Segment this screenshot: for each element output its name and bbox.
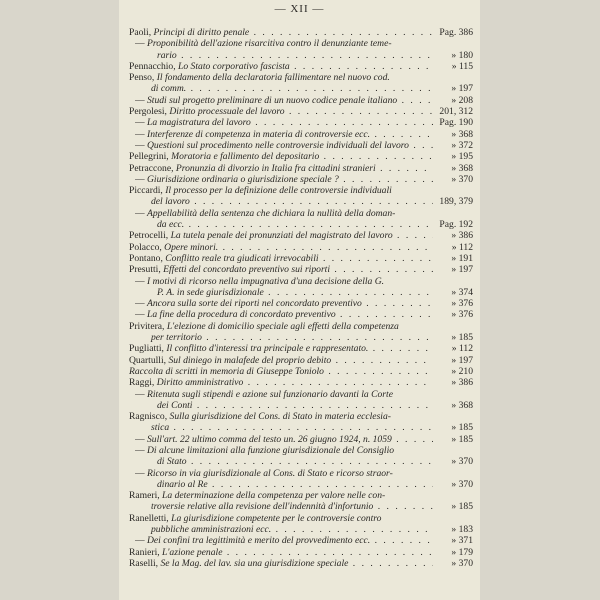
sub-entry-dash: — (135, 207, 147, 219)
index-entry (129, 174, 473, 185)
index-entry (129, 547, 473, 558)
entry-line (135, 95, 433, 106)
entry-author: Penso, (129, 72, 157, 84)
sub-entry-dash: — (135, 467, 147, 479)
entry-title: La fine della procedura di concordato preventivo (147, 309, 336, 321)
sub-entry-dash: — (135, 94, 147, 106)
index-entry (129, 309, 473, 320)
entry-page-number: Pag. 190 (439, 117, 473, 129)
entry-title: Proponibilità dell'azione risarcitiva contro il denunziante teme- (147, 38, 392, 50)
entry-author: Raggi, (129, 377, 157, 389)
entry-title: Studi sul progetto preliminare di un nuovo codice penale italiano (147, 94, 398, 106)
entry-author: Piccardi, (129, 185, 166, 197)
entry-page-number: 201, 312 (439, 106, 473, 118)
entry-line (129, 163, 433, 174)
entry-line (129, 422, 433, 433)
entry-title: Il conflitto d'interessi tra principale e rappresentato. (166, 343, 369, 355)
entry-page-number: 189, 379 (439, 196, 473, 208)
sub-entry-dash: — (135, 128, 147, 140)
entry-author: Raselli, (129, 557, 161, 569)
index-entry (129, 355, 473, 366)
index-entry (129, 38, 473, 61)
entry-line (129, 27, 433, 38)
entry-title: di comm. (151, 83, 187, 95)
entry-line (135, 479, 433, 490)
entry-page-number: » 386 (451, 377, 473, 389)
index-page (119, 0, 480, 600)
entry-page-number: » 371 (451, 535, 473, 547)
entry-title: La giurisdizione competente per le controversie contro (171, 512, 382, 524)
entry-line (129, 513, 433, 524)
index-entry (129, 95, 473, 106)
index-entry (129, 242, 473, 253)
entry-author: Pontano, (129, 252, 166, 264)
sub-entry-dash: — (135, 388, 147, 400)
entry-line (135, 117, 433, 128)
entry-title: Lo Stato corporativo fascista (178, 60, 290, 72)
entry-title: Ritenuta sugli stipendi e azione sul funzionario davanti la Corte (147, 388, 393, 400)
index-entries (129, 27, 473, 569)
entry-line (129, 377, 433, 388)
entry-title: Sul diniego in malafede del proprio debito (168, 354, 332, 366)
index-entry (129, 276, 473, 299)
index-entry (129, 434, 473, 445)
entry-page-number: » 197 (451, 83, 473, 95)
entry-title: Effetti del concordato preventivo sui riporti (163, 264, 331, 276)
entry-title: per territorio (151, 332, 202, 344)
index-entry (129, 389, 473, 412)
entry-title: Ricorso in via giurisdizionale al Cons. di Stato e ricorso straor- (147, 467, 393, 479)
entry-title: Principi di diritto penale (153, 27, 250, 38)
entry-title: Ancora sulla sorte dei riporti nel concordato preventivo (147, 298, 362, 310)
index-entry (129, 298, 473, 309)
entry-page-number: » 374 (451, 286, 473, 298)
entry-title: Appellabilità della sentenza che dichiara la nullità della doman- (147, 207, 396, 219)
entry-page-number: » 370 (451, 557, 473, 569)
entry-title: Interferenze di competenza in materia di controversie ecc. (147, 128, 371, 140)
entry-page-number: » 368 (451, 399, 473, 411)
entry-page-number: Pag. 386 (439, 27, 473, 38)
entry-title: Dei confini tra legittimità e merito del provvedimento ecc. (147, 535, 371, 547)
entry-line (129, 547, 433, 558)
index-entry (129, 72, 473, 95)
index-entry (129, 558, 473, 569)
sub-entry-dash: — (135, 433, 147, 445)
entry-line (129, 151, 433, 162)
entry-line (135, 219, 433, 230)
entry-page-number: » 197 (451, 264, 473, 276)
entry-title: Pronunzia di divorzio in Italia fra cittadini stranieri (175, 162, 376, 174)
entry-page-number: » 112 (451, 343, 473, 355)
entry-page-number: » 197 (451, 354, 473, 366)
index-entry (129, 61, 473, 72)
entry-page-number: » 191 (451, 252, 473, 264)
entry-line (135, 208, 433, 219)
entry-author: Rameri, (129, 490, 163, 502)
entry-page-number: » 210 (451, 365, 473, 377)
entry-line (129, 355, 433, 366)
index-entry (129, 343, 473, 354)
entry-line (129, 501, 433, 512)
index-entry (129, 535, 473, 546)
entry-title: Sull'art. 22 ultimo comma del testo un. 26 giugno 1924, n. 1059 (147, 433, 392, 445)
entry-page-number: » 386 (451, 230, 473, 242)
entry-page-number: » 208 (451, 94, 473, 106)
entry-line (135, 456, 433, 467)
entry-line (129, 366, 433, 377)
sub-entry-dash: — (135, 275, 147, 287)
entry-line (135, 535, 433, 546)
entry-line (135, 468, 433, 479)
entry-page-number: » 376 (451, 309, 473, 321)
entry-title: L'elezione di domicilio speciale agli effetti della competenza (166, 320, 399, 332)
entry-title: stica (151, 422, 170, 434)
entry-author: Paoli, (129, 27, 154, 38)
entry-line (129, 106, 433, 117)
entry-author: Petrocelli, (129, 230, 171, 242)
entry-line (129, 72, 433, 83)
entry-title: Moratoria e fallimento del depositario (171, 151, 320, 163)
index-entry (129, 185, 473, 208)
entry-page-number: » 180 (451, 49, 473, 61)
entry-page-number: » 376 (451, 298, 473, 310)
entry-line (129, 343, 433, 354)
index-entry (129, 468, 473, 491)
page-header: — XII — (274, 3, 325, 15)
sub-entry-dash: — (135, 444, 147, 456)
index-entry (129, 513, 473, 536)
entry-title: Diritto processuale del lavoro (169, 106, 285, 118)
entry-line (129, 83, 433, 94)
entry-author: Pugliatti, (129, 343, 167, 355)
sub-entry-dash: — (135, 38, 147, 50)
entry-page-number: » 368 (451, 162, 473, 174)
entry-title: dei Conti (157, 399, 193, 411)
index-entry (129, 117, 473, 128)
entry-author: Privitera, (129, 320, 167, 332)
entry-title: Il processo per la definizione delle controversie individuali (165, 185, 392, 197)
entry-line (135, 309, 433, 320)
entry-line (135, 298, 433, 309)
entry-title: Conflitto reale tra giudicati irrevocabili (165, 252, 319, 264)
entry-page-number: Pag. 192 (439, 219, 473, 231)
entry-title: Sulla giurisdizione del Cons. di Stato in materia ecclesia- (169, 411, 391, 423)
entry-page-number: » 370 (451, 478, 473, 490)
entry-title: L'azione penale (162, 546, 223, 558)
entry-author: Pergolesi, (129, 106, 170, 118)
entry-line (135, 174, 433, 185)
entry-title: Diritto amministrativo (156, 377, 244, 389)
index-entry (129, 377, 473, 388)
entry-page-number: » 195 (451, 151, 473, 163)
entry-line (135, 389, 433, 400)
index-entry (129, 445, 473, 468)
entry-title: Se la Mag. del lav. sia una giurisdizione speciale (160, 557, 349, 569)
entry-line (135, 287, 433, 298)
entry-line (129, 253, 433, 264)
sub-entry-dash: — (135, 309, 147, 321)
index-entry (129, 106, 473, 117)
entry-line (129, 242, 433, 253)
entry-title: del lavoro (151, 196, 190, 208)
index-entry (129, 27, 473, 38)
entry-page-number: » 185 (451, 433, 473, 445)
index-entry (129, 490, 473, 513)
entry-title: Questioni sul procedimento nelle controversie individuali del lavoro (147, 139, 409, 151)
entry-line (129, 185, 433, 196)
entry-line (129, 332, 433, 343)
entry-line (135, 276, 433, 287)
index-entry (129, 411, 473, 434)
index-entry (129, 264, 473, 275)
entry-author: Pellegrini, (129, 151, 172, 163)
entry-line (135, 129, 433, 140)
entry-line (135, 400, 433, 411)
entry-page-number: » 183 (451, 524, 473, 536)
entry-page-number: » 115 (451, 60, 473, 72)
entry-author: Quartulli, (129, 354, 169, 366)
index-entry (129, 140, 473, 151)
entry-title: troversie relative alla revisione dell'indennità d'infortunio (151, 501, 374, 513)
entry-line (129, 321, 433, 332)
entry-author: Ragnisco, (129, 411, 170, 423)
entry-title: La tutela penale dei pronunziati del magistrato del lavoro (170, 230, 393, 242)
entry-line (129, 196, 433, 207)
index-entry (129, 129, 473, 140)
entry-title: da ecc. (157, 219, 185, 231)
index-entry (129, 253, 473, 264)
index-entry (129, 163, 473, 174)
entry-line (129, 411, 433, 422)
entry-title: La magistratura del lavoro (147, 117, 251, 129)
entry-line (129, 558, 433, 569)
entry-line (129, 230, 433, 241)
entry-page-number: » 185 (451, 501, 473, 513)
entry-title: P. A. in sede giurisdizionale (157, 286, 264, 298)
entry-title: rario (157, 49, 177, 61)
entry-title: I motivi di ricorso nella impugnativa d'una decisione della G. (147, 275, 385, 287)
entry-page-number: » 112 (451, 241, 473, 253)
entry-author: Ranieri, (129, 546, 163, 558)
entry-author: Ranelletti, (129, 512, 172, 524)
entry-title: La determinazione della competenza per valore nelle con- (162, 490, 386, 502)
index-entry (129, 230, 473, 241)
sub-entry-dash: — (135, 535, 147, 547)
entry-author: Petraccone, (129, 162, 176, 174)
entry-title: Giurisdizione ordinaria o giurisdizione speciale ? (147, 173, 339, 185)
index-entry (129, 151, 473, 162)
index-entry (129, 208, 473, 231)
entry-page-number: » 370 (451, 173, 473, 185)
entry-page-number: » 368 (451, 128, 473, 140)
entry-author: Pennacchio, (129, 60, 179, 72)
entry-title: dinario al Re (157, 478, 208, 490)
entry-line (135, 38, 433, 49)
sub-entry-dash: — (135, 173, 147, 185)
entry-author: Polacco, (129, 241, 165, 253)
entry-line (135, 50, 433, 61)
entry-line (129, 264, 433, 275)
entry-page-number: » 370 (451, 456, 473, 468)
index-entry (129, 321, 473, 344)
entry-page-number: » 185 (451, 332, 473, 344)
entry-line (135, 434, 433, 445)
entry-line (129, 61, 433, 72)
entry-line (129, 490, 433, 501)
entry-title: Il fondamento della declaratoria fallimentare nel nuovo cod. (156, 72, 390, 84)
entry-title: Raccolta di scritti in memoria di Giuseppe Toniolo (129, 365, 324, 377)
index-entry (129, 366, 473, 377)
entry-line (135, 140, 433, 151)
entry-title: di Stato (157, 456, 187, 468)
entry-page-number: » 185 (451, 422, 473, 434)
entry-title: Opere minori. (164, 241, 219, 253)
entry-author: Presutti, (129, 264, 164, 276)
sub-entry-dash: — (135, 139, 147, 151)
entry-line (135, 445, 433, 456)
entry-page-number: » 372 (451, 139, 473, 151)
sub-entry-dash: — (135, 117, 147, 129)
entry-line (129, 524, 433, 535)
sub-entry-dash: — (135, 298, 147, 310)
entry-title: Di alcune limitazioni alla funzione giurisdizionale del Consiglio (147, 444, 395, 456)
entry-page-number: » 179 (451, 546, 473, 558)
entry-title: pubbliche amministrazioni ecc. (151, 524, 272, 536)
